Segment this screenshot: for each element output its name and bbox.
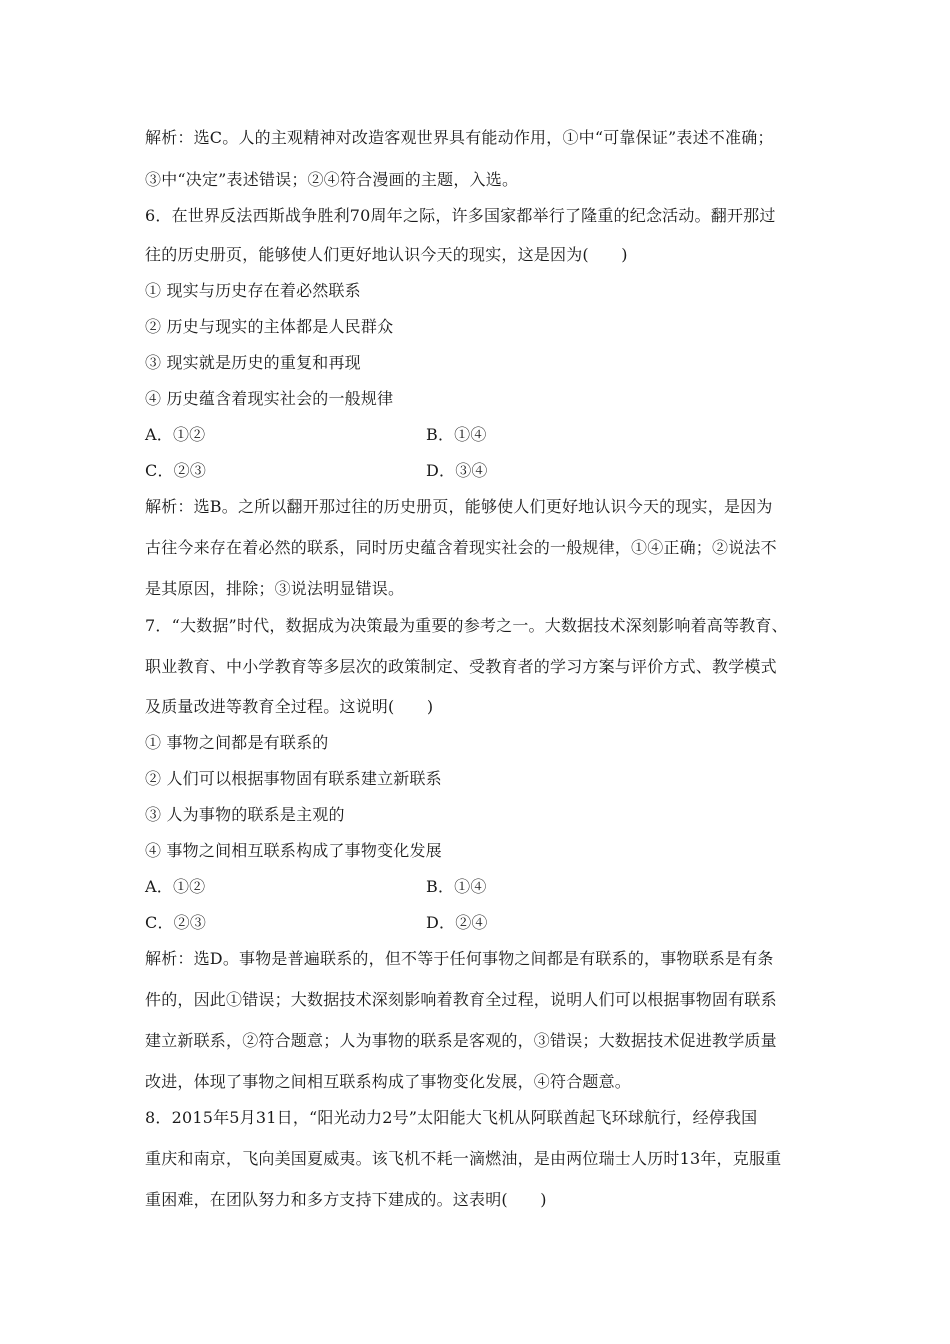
q7-option-d: D．②④	[426, 913, 488, 932]
q6-option-d: D．③④	[426, 461, 488, 480]
q6-option-c: C．②③	[145, 461, 207, 480]
q8-stem-line-2: 重庆和南京，飞向美国夏威夷。该飞机不耗一滴燃油，是由两位瑞士人历时13年，克服重	[145, 1149, 782, 1168]
q7-analysis-line-1: 解析：选D。事物是普遍联系的，但不等于任何事物之间都是有联系的，事物联系是有条	[145, 949, 774, 968]
q6-statement-4: ④ 历史蕴含着现实社会的一般规律	[145, 389, 394, 408]
q6-statement-1: ① 现实与历史存在着必然联系	[145, 281, 361, 300]
q7-option-b: B．①④	[426, 877, 487, 896]
q6-analysis-line-3: 是其原因，排除；③说法明显错误。	[145, 579, 405, 598]
q7-stem-line-2: 职业教育、中小学教育等多层次的政策制定、受教育者的学习方案与评价方式、教学模式	[145, 657, 777, 676]
q7-option-c: C．②③	[145, 913, 207, 932]
q7-analysis-line-4: 改进，体现了事物之间相互联系构成了事物变化发展，④符合题意。	[145, 1072, 632, 1091]
q6-option-a: A．①②	[145, 425, 206, 444]
q7-statement-4: ④ 事物之间相互联系构成了事物变化发展	[145, 841, 442, 860]
q5-analysis-line-1: 解析：选C。人的主观精神对改造客观世界具有能动作用，①中“可靠保证”表述不准确；	[145, 128, 774, 147]
q6-option-b: B．①④	[426, 425, 487, 444]
q7-stem-line-3: 及质量改进等教育全过程。这说明( )	[145, 697, 434, 716]
q7-analysis-line-2: 件的，因此①错误；大数据技术深刻影响着教育全过程，说明人们可以根据事物固有联系	[145, 990, 777, 1009]
q7-option-a: A．①②	[145, 877, 206, 896]
q7-stem-line-1: 7．“大数据”时代，数据成为决策最为重要的参考之一。大数据技术深刻影响着高等教育、	[145, 616, 788, 635]
q6-stem-line-1: 6．在世界反法西斯战争胜利70周年之际，许多国家都举行了隆重的纪念活动。翻开那过	[145, 206, 776, 225]
q5-analysis-line-2: ③中“决定”表述错误；②④符合漫画的主题，入选。	[145, 170, 519, 189]
q6-analysis-line-1: 解析：选B。之所以翻开那过往的历史册页，能够使人们更好地认识今天的现实，是因为	[145, 497, 773, 516]
q6-statement-3: ③ 现实就是历史的重复和再现	[145, 353, 361, 372]
q6-analysis-line-2: 古往今来存在着必然的联系，同时历史蕴含着现实社会的一般规律，①④正确；②说法不	[145, 538, 777, 557]
q8-stem-line-1: 8．2015年5月31日，“阳光动力2号”太阳能大飞机从阿联酋起飞环球航行，经停我国	[145, 1108, 758, 1127]
q8-stem-line-3: 重困难，在团队努力和多方支持下建成的。这表明( )	[145, 1190, 547, 1209]
q6-stem-line-2: 往的历史册页，能够使人们更好地认识今天的现实，这是因为( )	[145, 245, 628, 264]
q6-statement-2: ② 历史与现实的主体都是人民群众	[145, 317, 394, 336]
q7-statement-1: ① 事物之间都是有联系的	[145, 733, 329, 752]
q7-statement-2: ② 人们可以根据事物固有联系建立新联系	[145, 769, 442, 788]
q7-analysis-line-3: 建立新联系，②符合题意；人为事物的联系是客观的，③错误；大数据技术促进教学质量	[145, 1031, 777, 1050]
q7-statement-3: ③ 人为事物的联系是主观的	[145, 805, 345, 824]
